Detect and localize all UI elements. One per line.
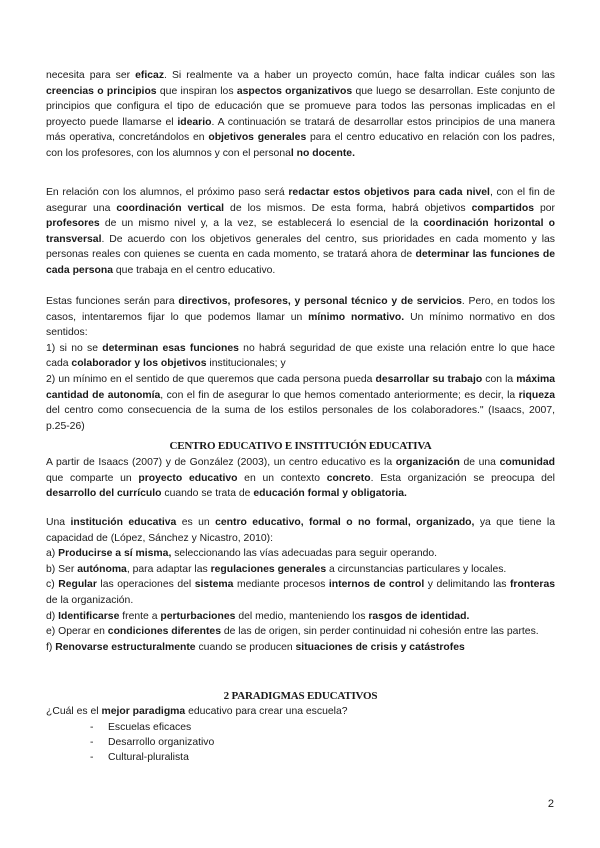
list-item: - Desarrollo organizativo — [90, 737, 215, 748]
paragraph-objetivos: En relación con los alumnos, el próximo paso será redactar estos objetivos para cada nivel, con el fin de asegurar una coordinación vertical de los mismos. De esta forma, habrá objetivos compartidos por profesores de un mismo nivel y, a la vez, se establecerá lo esencial de la coordinación horizontal o transversal. De acuerdo con los objetivos generales del centro, sus prioridades en cada momento y las personas reales con quienes se cuenta en cada momento, se tratará ahora de determinar las funciones de cada persona que trabaja en el centro educativo. — [46, 187, 556, 276]
page-number: 2 — [547, 798, 554, 810]
list-item: - Escuelas eficaces — [90, 722, 192, 733]
list-item: b) Ser autónoma, para adaptar las regulaciones generales a circunstancias particulares y locales. — [46, 563, 507, 575]
paragraph-paradigmas: ¿Cuál es el mejor paradigma educativo para crear una escuela? — [46, 706, 348, 717]
list-item: f) Renovarse estructuralmente cuando se producen situaciones de crisis y catástrofes — [46, 641, 465, 653]
section-heading-centro-educativo: CENTRO EDUCATIVO E INSTITUCIÓN EDUCATIVA — [169, 440, 432, 452]
list-item: e) Operar en condiciones diferentes de las de origen, sin perder continuidad ni cohesión entre las partes. — [46, 626, 539, 638]
list-item: a) Producirse a sí misma, seleccionando las vías adecuadas para seguir operando. — [46, 548, 438, 560]
section-heading-paradigmas: 2 PARADIGMAS EDUCATIVOS — [223, 690, 378, 702]
paragraph-institucion-educativa: Una institución educativa es un centro educativo, formal o no formal, organizado, ya que tiene la capacidad de (López, Sánchez y Nicastro, 2010): a) Producirse a sí misma, seleccionando las vías adecuadas para seguir operando. b) Ser autónoma, para adaptar las regulaciones generales a circunstancias particulares y locales. c) Regular las operaciones del sistema mediante procesos internos de control y delimitando las fronteras de la organización. d) Identificarse frente a perturbaciones del medio, manteniendo los rasgos de identidad. e) Operar en condiciones diferentes de las de origen, sin perder continuidad ni cohesión entre las partes. f) Renovarse estructuralmente cuando se producen situaciones de crisis y catástrofes — [46, 515, 555, 655]
list-item: d) Identificarse frente a perturbaciones del medio, manteniendo los rasgos de identidad. — [46, 610, 470, 622]
paragraph-centro-educativo: A partir de Isaacs (2007) y de González (2003), un centro educativo es la organización de una comunidad que comparte un proyecto educativo en un contexto concreto. Esta organización se preocupa del desarrollo del currículo cuando se trata de educación formal y obligatoria. — [46, 457, 555, 500]
list-item: c) Regular las operaciones del sistema mediante procesos internos de control y delimitando las fronteras de la organización. — [46, 579, 556, 606]
dash-bullet: - — [90, 737, 94, 748]
dash-bullet: - — [90, 752, 94, 763]
paradigm-list — [90, 720, 548, 765]
dash-bullet: - — [90, 722, 94, 733]
list-item: - Cultural-pluralista — [90, 752, 189, 763]
paragraph-ideario: necesita para ser eficaz. Si realmente va a haber un proyecto común, hace falta indicar cuáles son las creencias o principios que inspiran los aspectos organizativos que luego se desarrollan. Este conjunto de principios que configura el tipo de educación que se promueve para todos las personas implicadas en el proyecto puede llamarse el ideario. A continuación se tratará de desarrollar estos principios de una manera más operativa, concretándolos en objetivos generales para el centro educativo en relación con los padres, con los profesores, con los alumnos y con el personal no docente. — [46, 70, 555, 159]
paragraph-funciones: Estas funciones serán para directivos, profesores, y personal técnico y de servicios. Pero, en todos los casos, intentaremos fijar lo que podemos llamar un mínimo normativo. Un mínimo normativo en dos sentidos: 1) si no se determinan esas funciones no habrá seguridad de que existe una relación entre lo que hace cada colaborador y los objetivos institucionales; y 2) un mínimo en el sentido de que queremos que cada persona pueda desarrollar su trabajo con la máxima cantidad de autonomía, con el fin de asegurar lo que hemos comentado anteriormente; es decir, la riqueza del centro como consecuencia de la suma de los estilos personales de los colaboradores." (Isaacs, 2007, p.25-26) — [46, 296, 556, 432]
